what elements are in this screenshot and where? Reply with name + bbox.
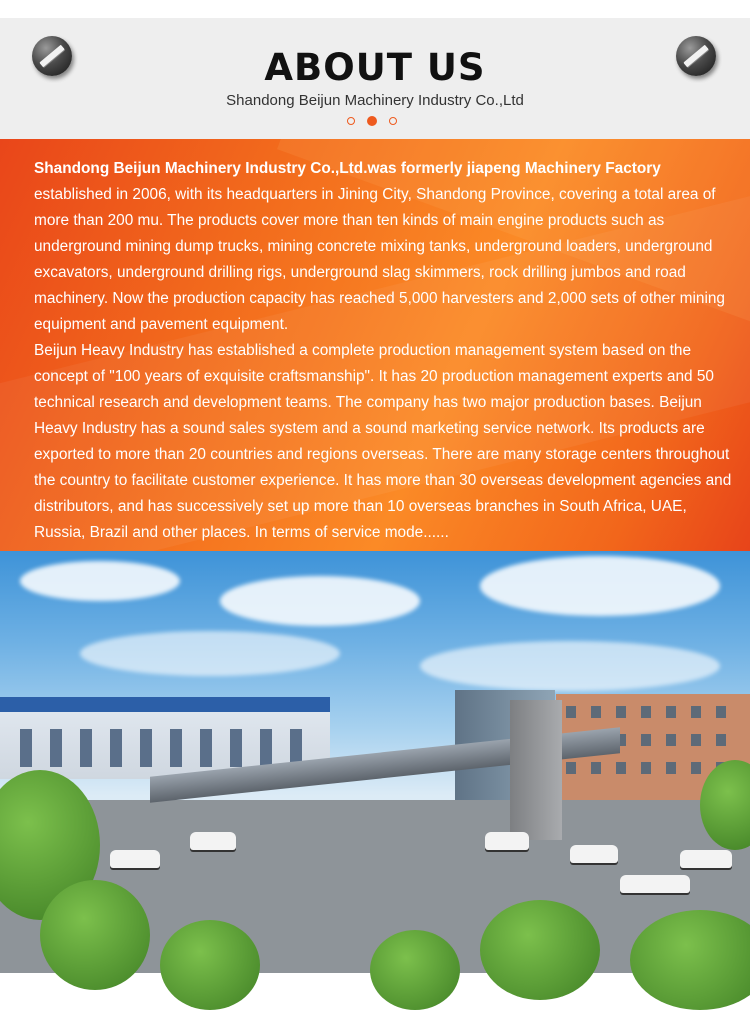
slider-indicator	[347, 117, 397, 126]
car	[110, 850, 160, 868]
cloud	[80, 631, 340, 676]
slider-dot[interactable]	[389, 117, 397, 125]
tree	[40, 880, 150, 990]
about-paragraph-2: Beijun Heavy Industry has established a complete production management system based on the concept of "100 years of exquisite craftsmanship". It has 20 production management experts and 50 technical research and development teams. The company has two major production bases. Beijun Heavy Industry has a sound sales system and a sound marketing service network. Its products are exported to more than 20 countries and regions overseas. There are many storage centers throughout the country to facilitate customer experience. It has more than 30 overseas development agencies and distributors, and has successively set up more than 10 overseas branches in South Africa, UAE, Russia, Brazil and other places. In terms of service mode......	[34, 342, 732, 541]
entrance-gate-pillar	[510, 700, 562, 840]
cloud	[480, 556, 720, 616]
page-title: ABOUT US	[264, 46, 486, 89]
about-lead: Shandong Beijun Machinery Industry Co.,Ltd.was formerly jiapeng Machinery Factory	[34, 160, 661, 177]
tree	[480, 900, 600, 1000]
cloud	[220, 576, 420, 626]
cloud	[20, 561, 180, 601]
car	[620, 875, 690, 893]
about-text-panel	[0, 139, 750, 551]
slider-dot[interactable]	[347, 117, 355, 125]
car	[485, 832, 529, 850]
about-text	[34, 156, 734, 546]
cloud	[420, 641, 720, 691]
tree	[370, 930, 460, 1010]
company-subtitle: Shandong Beijun Machinery Industry Co.,Ltd	[226, 92, 524, 109]
car	[680, 850, 732, 868]
car	[190, 832, 236, 850]
tree	[630, 910, 750, 1010]
slider-dot-active[interactable]	[367, 116, 377, 126]
about-paragraph-1: established in 2006, with its headquarters in Jining City, Shandong Province, covering a total area of more than 200 mu. The products cover more than ten kinds of main engine products such as underground mining dump trucks, mining concrete mixing tanks, underground loaders, underground excavators, underground drilling rigs, underground slag skimmers, rock drilling jumbos and road machinery. Now the production capacity has reached 5,000 harvesters and 2,000 sets of other mining equipment and pavement equipment.	[34, 186, 725, 333]
car	[570, 845, 618, 863]
tree	[160, 920, 260, 1010]
